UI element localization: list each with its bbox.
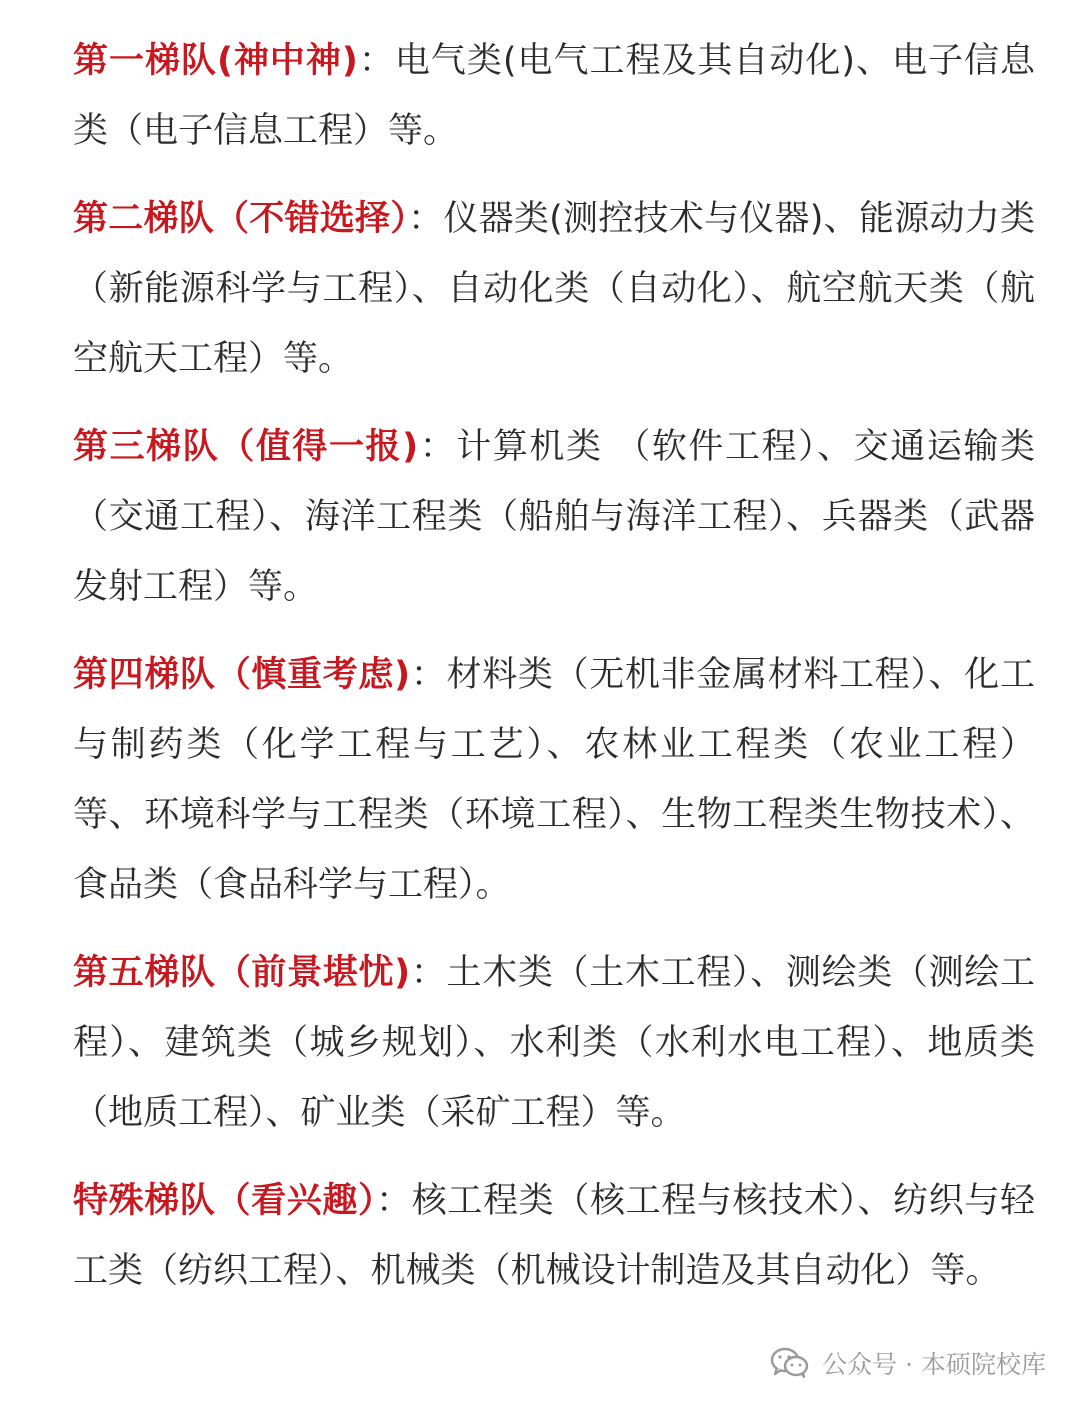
wechat-account-watermark bbox=[770, 1343, 1046, 1383]
tier-body-5: ：土木类（土木工程）、测绘类（测绘工程）、建筑类（城乡规划）、水利类（水利水电工程）、地质类（地质工程）、矿业类（采矿工程）等。 bbox=[73, 953, 1035, 1133]
tier-body-1: ：电气类(电气工程及其自动化)、电子信息类（电子信息工程）等。 bbox=[73, 41, 1035, 151]
tier-paragraph-5 bbox=[73, 938, 1035, 1148]
tier-paragraph-1 bbox=[73, 26, 1035, 166]
tier-title-6: 特殊梯队（看兴趣） bbox=[73, 1181, 377, 1221]
watermark-text: 公众号 · 本硕院校库 bbox=[822, 1350, 1046, 1379]
tier-body-2: ：仪器类(测控技术与仪器)、能源动力类（新能源科学与工程）、自动化类（自动化）、航空航天类（航空航天工程）等。 bbox=[73, 199, 1035, 379]
tier-paragraph-6 bbox=[73, 1166, 1035, 1306]
tier-title-2: 第二梯队（不错选择） bbox=[73, 199, 409, 239]
tier-paragraph-4 bbox=[73, 640, 1035, 920]
tier-body-4: ：材料类（无机非金属材料工程）、化工与制药类（化学工程与工艺）、农林业工程类（农业工程）等、环境科学与工程类（环境工程）、生物工程类生物技术）、食品类（食品科学与工程）。 bbox=[73, 655, 1035, 905]
tier-body-3: ：计算机类 （软件工程）、交通运输类（交通工程）、海洋工程类（船舶与海洋工程）、兵器类（武器发射工程）等。 bbox=[73, 427, 1035, 607]
article-content bbox=[73, 26, 1035, 1324]
wechat-icon bbox=[770, 1347, 810, 1379]
tier-title-5: 第五梯队（前景堪忧) bbox=[73, 953, 411, 993]
tier-paragraph-2 bbox=[73, 184, 1035, 394]
tier-paragraph-3 bbox=[73, 412, 1035, 622]
tier-title-1: 第一梯队(神中神) bbox=[73, 41, 358, 81]
tier-title-3: 第三梯队（值得一报) bbox=[73, 427, 419, 467]
tier-body-6: ：核工程类（核工程与核技术）、纺织与轻工类（纺织工程）、机械类（机械设计制造及其自动化）等。 bbox=[73, 1181, 1035, 1291]
tier-title-4: 第四梯队（慎重考虑) bbox=[73, 655, 411, 695]
